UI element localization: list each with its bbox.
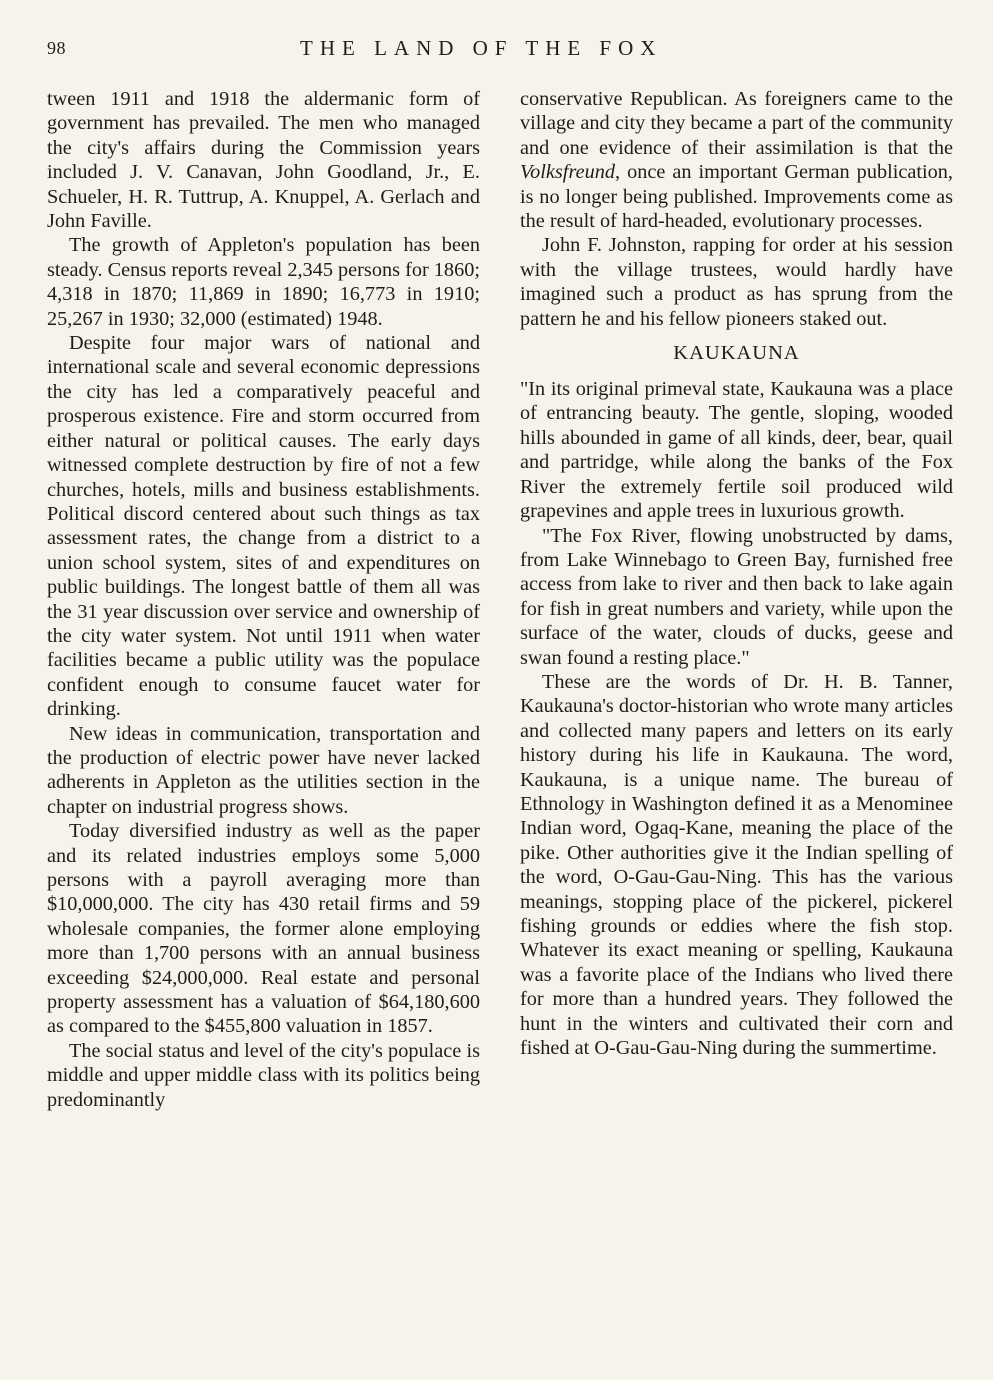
paragraph — [520, 87, 953, 233]
paragraph: "In its original primeval state, Kaukauna was a place of entrancing beauty. The gentle, sloping, wooded hills abounded in game of all kinds, deer, bear, quail and partridge, while along the banks of the Fox River the extremely fertile soil produced wild grapevines and apple trees in luxurious growth. — [520, 378, 953, 523]
paragraph: The growth of Appleton's population has been steady. Census reports reveal 2,345 persons for 1860; 4,318 in 1870; 11,869 in 1890; 16,773 in 1910; 25,267 in 1930; 32,000 (estimated) 1948. — [47, 234, 480, 330]
text-run: conservative Republican. As foreigners came to the village and city they became a part of the community and one evidence of their assimilation is that the — [520, 88, 953, 159]
left-column — [47, 87, 480, 1112]
paragraph: John F. Johnston, rapping for order at his session with the village trustees, would hardly have imagined such a product as has sprung from the pattern he and his fellow pioneers staked out. — [520, 234, 953, 330]
paragraph: These are the words of Dr. H. B. Tanner, Kaukauna's doctor-historian who wrote many articles and collected many papers and letters on its early history during his life in Kaukauna. The word, Kaukauna, is a unique name. The bureau of Ethnology in Washington defined it as a Menominee Indian word, Ogaq-Kane, meaning the place of the pike. Other authorities give it the Indian spelling of the word, O-Gau-Gau-Ning. This has the various meanings, stopping place of the pickerel, pickerel fishing grounds or eddies where the fish stop. Whatever its exact meaning or spelling, Kaukauna was a favorite place of the Indians who lived there for more than a hundred years. They followed the hunt in the winters and cultivated their corn and fished at O-Gau-Gau-Ning during the summertime. — [520, 670, 953, 1060]
paragraph: "The Fox River, flowing unobstructed by dams, from Lake Winnebago to Green Bay, furnished free access from lake to river and then back to lake again for fish in great numbers and variety, while upon the surface of the water, clouds of ducks, geese and swan found a resting place." — [520, 524, 953, 669]
paragraph: Today diversified industry as well as the paper and its related industries employs some 5,000 persons with a payroll averaging more than $10,000,000. The city has 430 retail firms and 59 wholesale companies, the former alone employing more than 1,700 persons with an annual business exceeding $24,000,000. Real estate and personal property assessment has a valuation of $64,180,600 as compared to the $455,800 valuation in 1857. — [47, 820, 480, 1038]
paragraph: tween 1911 and 1918 the aldermanic form of government has prevailed. The men who managed the city's affairs during the Commission years included J. V. Canavan, John Goodland, Jr., E. Schueler, H. R. Tuttrup, A. Knuppel, A. Gerlach and John Faville. — [47, 88, 480, 233]
paragraph: New ideas in communication, transportation and the production of electric power have never lacked adherents in Appleton as the utilities section in the chapter on industrial progress shows. — [47, 722, 480, 818]
publication-title: Volksfreund — [520, 161, 616, 184]
right-column — [520, 87, 953, 1060]
section-heading: KAUKAUNA — [673, 342, 800, 365]
running-title: THE LAND OF THE FOX — [300, 36, 663, 60]
paragraph: Despite four major wars of national and international scale and several economic depressions the city has led a comparatively peaceful and prosperous existence. Fire and storm occurred from either natural or political causes. The early days witnessed complete destruction by fire of not a few churches, hotels, mills and business establishments. Political discord centered about such things as tax assessment rates, the change from a district to a union school system, sites of and expenditures on public buildings. The longest battle of them all was the 31 year discussion over service and ownership of the city water system. Not until 1911 when water facilities became a public utility was the populace confident enough to consume faucet water for drinking. — [47, 332, 480, 721]
paragraph: The social status and level of the city's populace is middle and upper middle class with its politics being predominantly — [47, 1039, 480, 1111]
text-run: , once an important German publication, is no longer being published. Improvements come as the result of hard-headed, evolutionary processes. — [520, 161, 953, 233]
page-number: 98 — [47, 38, 66, 58]
